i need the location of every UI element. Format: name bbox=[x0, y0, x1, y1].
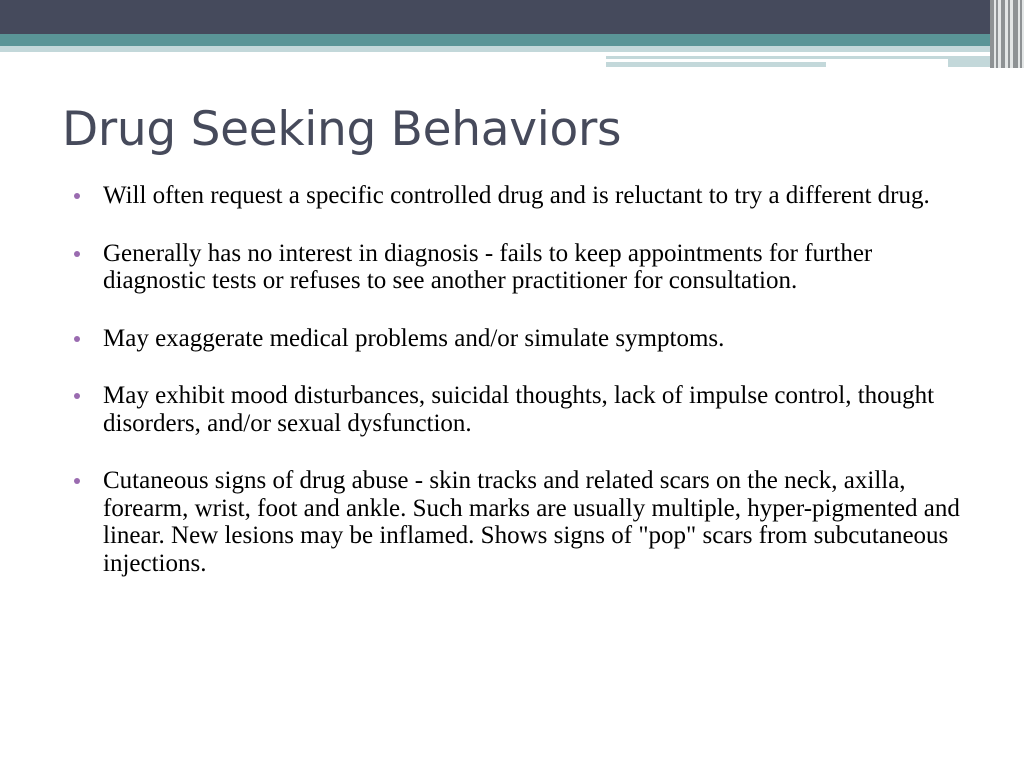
header-stripe bbox=[1013, 0, 1018, 68]
bullet-text: May exhibit mood disturbances, suicidal thoughts, lack of impulse control, thought disorders, and/or sexual dysfunction. bbox=[103, 382, 935, 437]
bullet-text: May exaggerate medical problems and/or simulate symptoms. bbox=[103, 324, 725, 352]
header-accent-line bbox=[606, 62, 826, 67]
slide-title: Drug Seeking Behaviors bbox=[62, 102, 622, 157]
bullet-dot-icon bbox=[74, 336, 80, 342]
header-stripes bbox=[990, 0, 1024, 68]
header-stripe bbox=[1001, 0, 1005, 68]
bullet-dot-icon bbox=[74, 393, 80, 399]
header-band-dark bbox=[0, 0, 1024, 34]
bullet-text: Generally has no interest in diagnosis - fails to keep appointments for further diagnostic tests or refuses to see another practitioner for consultation. bbox=[103, 239, 873, 294]
bullet-text: Cutaneous signs of drug abuse - skin tracks and related scars on the neck, axilla, forearm, wrist, foot and ankle. Such marks are usually multiple, hyper-pigmented and linear. New lesions may be inflamed. Shows signs of "pop" scars from subcutaneous injections. bbox=[103, 467, 960, 577]
bullet-dot-icon bbox=[74, 478, 80, 484]
header-stripe bbox=[996, 0, 998, 68]
bullet-text: Will often request a specific controlled drug and is reluctant to try a different drug. bbox=[103, 182, 930, 209]
bullet-item bbox=[74, 382, 964, 437]
bullet-item bbox=[74, 325, 964, 353]
bullet-item bbox=[74, 240, 964, 295]
header-band-teal bbox=[0, 34, 1024, 46]
header-accent-line bbox=[606, 56, 948, 59]
bullet-dot-icon bbox=[74, 251, 80, 257]
header-stripe bbox=[1020, 0, 1022, 68]
bullet-dot-icon bbox=[74, 193, 80, 199]
header-stripe bbox=[990, 0, 994, 68]
header-band-light bbox=[0, 46, 1024, 52]
header-stripe bbox=[1008, 0, 1010, 68]
bullet-list bbox=[74, 182, 964, 607]
bullet-item bbox=[74, 182, 964, 210]
bullet-item bbox=[74, 467, 964, 577]
